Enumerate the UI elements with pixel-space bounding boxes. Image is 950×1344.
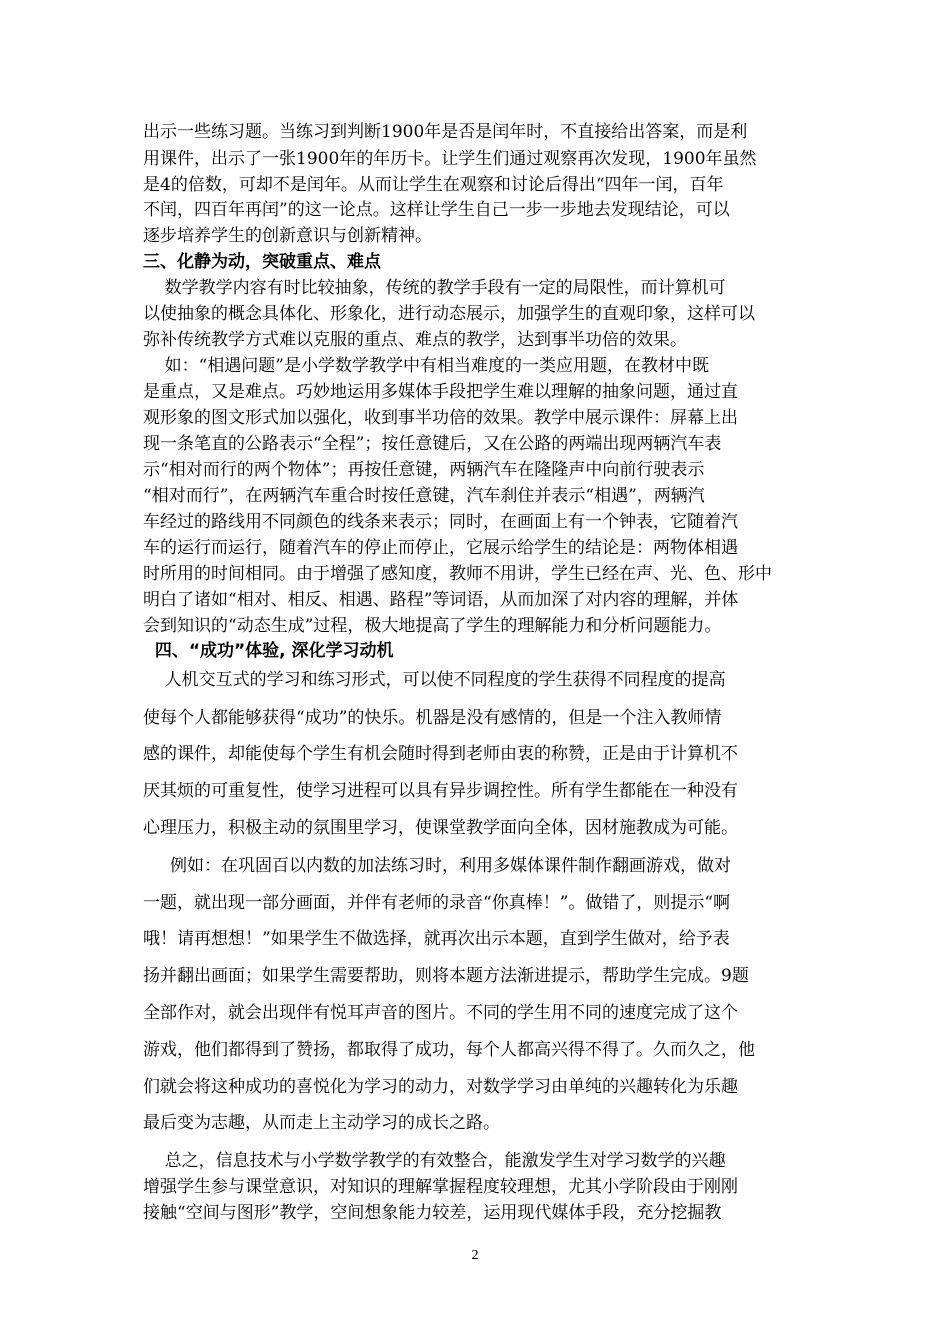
text-line: 时所用的时间相同。由于增强了感知度，教师不用讲，学生已经在声、光、色、形中 <box>143 564 772 584</box>
text-line: 全部作对，就会出现伴有悦耳声音的图片。不同的学生用不同的速度完成了这个 <box>143 1003 738 1023</box>
text-line: 用课件，出示了一张1900年的年历卡。让学生们通过观察再次发现，1900年虽然 <box>143 149 757 169</box>
text-line: 观形象的图文形式加以强化，收到事半功倍的效果。教学中展示课件：屏幕上出 <box>143 408 738 428</box>
page-number: 2 <box>471 1248 479 1263</box>
text-line: 明白了诸如“相对、相反、相遇、路程”等词语，从而加深了对内容的理解，并体 <box>143 590 739 610</box>
text-line: 数学教学内容有时比较抽象，传统的教学手段有一定的局限性，而计算机可 <box>143 278 726 298</box>
section-heading: 三、化静为动，突破重点、难点 <box>143 252 381 272</box>
text-line: 弥补传统教学方式难以克服的重点、难点的教学，达到事半功倍的效果。 <box>143 330 687 350</box>
text-line: 示“相对而行的两个物体”；再按任意键，两辆汽车在隆隆声中向前行驶表示 <box>143 460 705 480</box>
text-line: 现一条笔直的公路表示“全程”；按任意键后，又在公路的两端出现两辆汽车表 <box>143 434 722 454</box>
text-line: 们就会将这种成功的喜悦化为学习的动力，对数学学习由单纯的兴趣转化为乐趣 <box>143 1077 738 1097</box>
text-line: 人机交互式的学习和练习形式，可以使不同程度的学生获得不同程度的提高 <box>143 670 726 690</box>
text-line: 心理压力，积极主动的氛围里学习，使课堂教学面向全体，因材施教成为可能。 <box>143 818 738 838</box>
text-line: 接触“空间与图形”教学，空间想象能力较差，运用现代媒体手段，充分挖掘教 <box>143 1203 722 1223</box>
text-line: 会到知识的“动态生成”过程，极大地提高了学生的理解能力和分析问题能力。 <box>143 616 722 636</box>
section-heading: 四、“成功”体验, 深化学习动机 <box>143 641 394 661</box>
text-line: 一题，就出现一部分画面，并伴有老师的录音“你真棒！”。做错了，则提示“啊 <box>143 893 731 913</box>
text-line: 车的运行而运行，随着汽车的停止而停止，它展示给学生的结论是：两物体相遇 <box>143 538 738 558</box>
text-line: 哦！请再想想！”如果学生不做选择，就再次出示本题，直到学生做对，给予表 <box>143 929 730 949</box>
text-line: 车经过的路线用不同颜色的线条来表示；同时，在画面上有一个钟表，它随着汽 <box>143 512 738 532</box>
text-line: 扬并翻出画面；如果学生需要帮助，则将本题方法渐进提示，帮助学生完成。9题 <box>143 966 749 986</box>
text-line: 出示一些练习题。当练习到判断1900年是否是闰年时，不直接给出答案，而是利 <box>143 122 748 142</box>
text-line: 例如：在巩固百以内数的加法练习时，利用多媒体课件制作翻画游戏，做对 <box>143 856 732 876</box>
text-line: 使每个人都能够获得“成功”的快乐。机器是没有感情的，但是一个注入教师情 <box>143 708 722 728</box>
text-line: 如：“相遇问题”是小学数学教学中有相当难度的一类应用题，在教材中既 <box>143 356 709 376</box>
text-line: 是重点，又是难点。巧妙地运用多媒体手段把学生难以理解的抽象问题，通过直 <box>143 382 738 402</box>
text-line: 以使抽象的概念具体化、形象化，进行动态展示，加强学生的直观印象，这样可以 <box>143 304 755 324</box>
text-line: 最后变为志趣，从而走上主动学习的成长之路。 <box>143 1113 500 1133</box>
text-line: 是4的倍数，可却不是闰年。从而让学生在观察和讨论后得出“四年一闰，百年 <box>143 175 724 195</box>
text-line: 逐步培养学生的创新意识与创新精神。 <box>143 226 432 246</box>
text-line: 感的课件，却能使每个学生有机会随时得到老师由衷的称赞，正是由于计算机不 <box>143 744 738 764</box>
text-line: 厌其烦的可重复性，使学习进程可以具有异步调控性。所有学生都能在一种没有 <box>143 781 738 801</box>
text-line: 增强学生参与课堂意识，对知识的理解掌握程度较理想，尤其小学阶段由于刚刚 <box>143 1177 738 1197</box>
text-line: 不闰，四百年再闰”的这一论点。这样让学生自己一步一步地去发现结论，可以 <box>143 200 730 220</box>
text-line: “相对而行”，在两辆汽车重合时按任意键，汽车刹住并表示“相遇”，两辆汽 <box>143 486 705 506</box>
text-line: 游戏，他们都得到了赞扬，都取得了成功，每个人都高兴得不得了。久而久之，他 <box>143 1040 755 1060</box>
text-line: 总之，信息技术与小学数学教学的有效整合，能激发学生对学习数学的兴趣 <box>143 1151 726 1171</box>
